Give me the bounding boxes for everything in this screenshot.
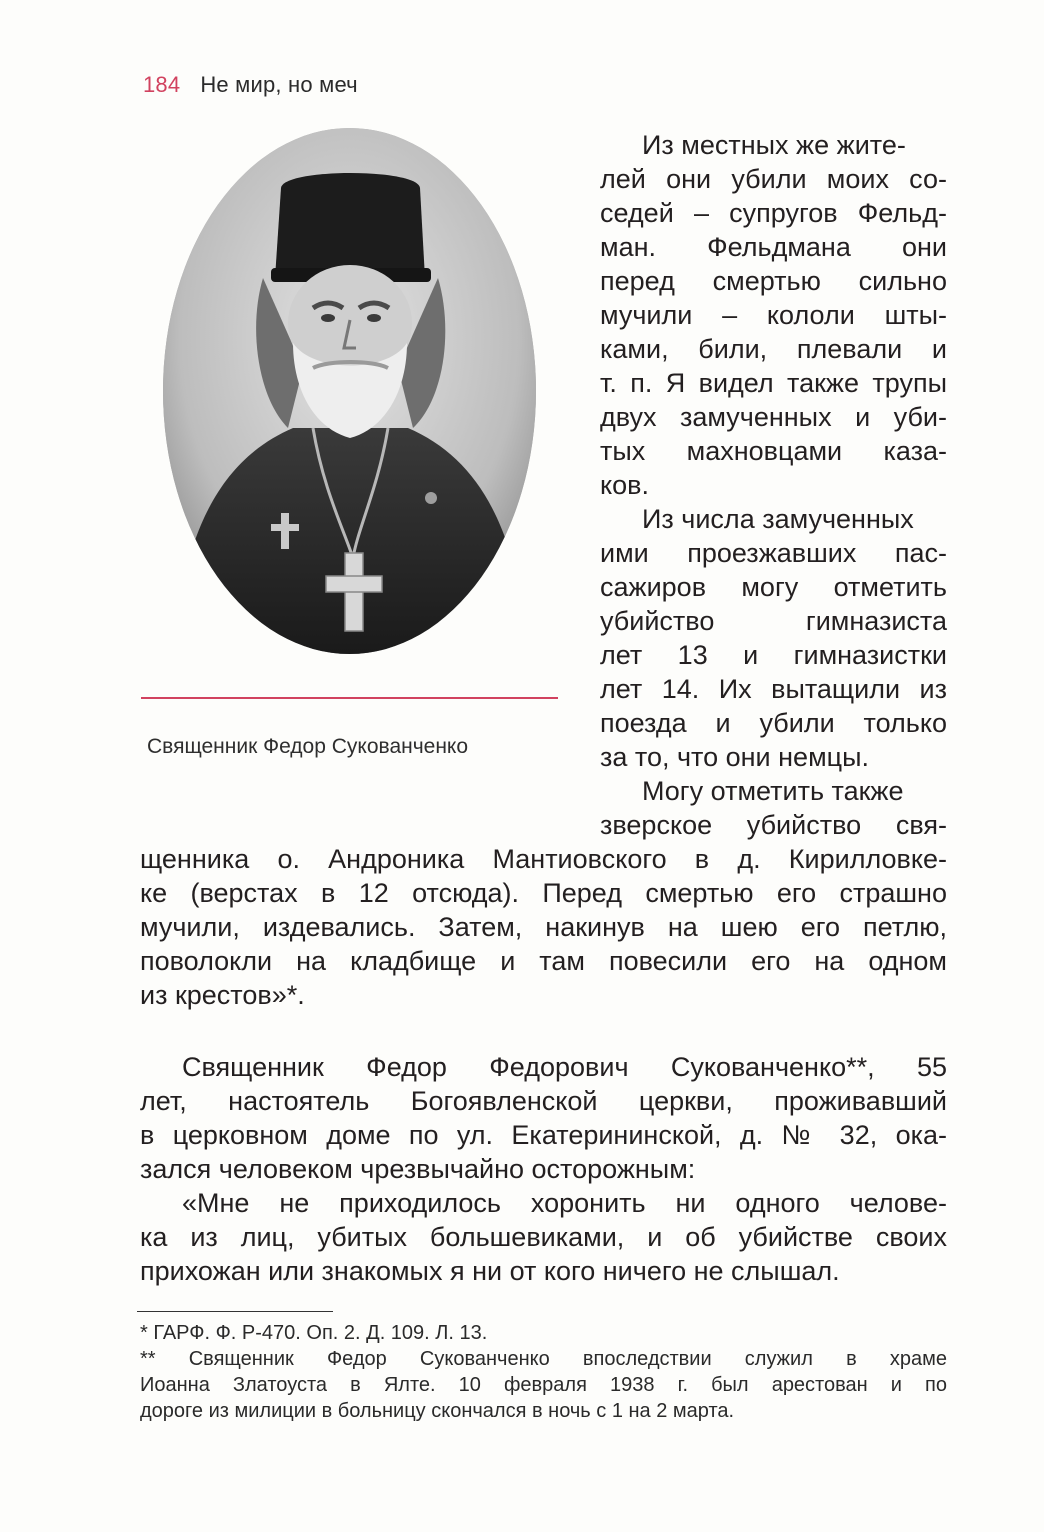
text-line: Могу отметить также xyxy=(642,776,904,806)
figure-caption: Священник Федор Сукованченко xyxy=(147,735,469,758)
text-line: лет 13 и гимназистки xyxy=(600,640,947,670)
text-line: за то, что они немцы. xyxy=(600,742,869,772)
portrait-photo xyxy=(163,128,536,654)
text-line: тых махновцами каза- xyxy=(600,436,947,466)
footnote-line: ** Священник Федор Сукованченко впоследствии служил в храме xyxy=(140,1348,947,1370)
text-line: ков. xyxy=(600,470,649,500)
text-line: поезда и убили только xyxy=(600,708,947,738)
text-line: в церковном доме по ул. Екатерининской, д. № 32, ока- xyxy=(140,1120,947,1150)
text-line: лет 14. Их вытащили из xyxy=(600,674,947,704)
text-line: ке (верстах в 12 отсюда). Перед смертью его страшно xyxy=(140,878,947,908)
caption-rule xyxy=(141,697,558,699)
text-line: зверское убийство свя- xyxy=(600,810,947,840)
text-line: щенника о. Андроника Мантиовского в д. Кирилловке- xyxy=(140,844,947,874)
text-line: седей – супругов Фельд- xyxy=(600,198,947,228)
text-line: «Мне не приходилось хоронить ни одного челове- xyxy=(182,1188,947,1218)
text-line: Из местных же жите- xyxy=(642,130,906,160)
text-line: перед смертью сильно xyxy=(600,266,947,296)
footnotes xyxy=(140,1320,947,1424)
text-line: двух замученных и уби- xyxy=(600,402,947,432)
running-header xyxy=(143,72,358,98)
text-line: ками, били, плевали и xyxy=(600,334,947,364)
text-line: ими проезжавших пас- xyxy=(600,538,947,568)
footnote-rule xyxy=(137,1311,333,1312)
continued-paragraph xyxy=(140,842,947,1012)
wrapped-paragraph xyxy=(600,128,947,842)
text-line: лет, настоятель Богоявленской церкви, проживавший xyxy=(140,1086,947,1116)
running-title: Не мир, но меч xyxy=(200,72,358,97)
text-line: мучили – кололи шты- xyxy=(600,300,947,330)
text-line: зался человеком чрезвычайно осторожным: xyxy=(140,1154,696,1184)
portrait-illustration xyxy=(163,128,536,654)
footnote-line: дороге из милиции в больницу скончался в ночь с 1 на 2 марта. xyxy=(140,1400,735,1422)
text-line: сажиров могу отметить xyxy=(600,572,947,602)
text-line: лей они убили моих со- xyxy=(600,164,947,194)
footnote-line: * ГАРФ. Ф. Р-470. Оп. 2. Д. 109. Л. 13. xyxy=(140,1322,488,1344)
text-line: т. п. Я видел также трупы xyxy=(600,368,947,398)
text-line: ка из лиц, убитых большевиками, и об убийстве своих xyxy=(140,1222,947,1252)
paragraph-testimony xyxy=(140,1050,947,1288)
footnote-line: Иоанна Златоуста в Ялте. 10 февраля 1938 г. был арестован и по xyxy=(140,1374,947,1396)
text-line: прихожан или знакомых я ни от кого ничего не слышал. xyxy=(140,1256,840,1286)
text-line: убийство гимназиста xyxy=(600,606,947,636)
text-line: Из числа замученных xyxy=(642,504,914,534)
text-line: ман. Фельдмана они xyxy=(600,232,947,262)
page-number: 184 xyxy=(143,72,181,97)
text-line: из крестов»*. xyxy=(140,980,305,1010)
text-line: мучили, издевались. Затем, накинув на шею его петлю, xyxy=(140,912,947,942)
text-line: Священник Федор Федорович Сукованченко**, 55 xyxy=(182,1052,947,1082)
text-line: поволокли на кладбище и там повесили его на одном xyxy=(140,946,947,976)
